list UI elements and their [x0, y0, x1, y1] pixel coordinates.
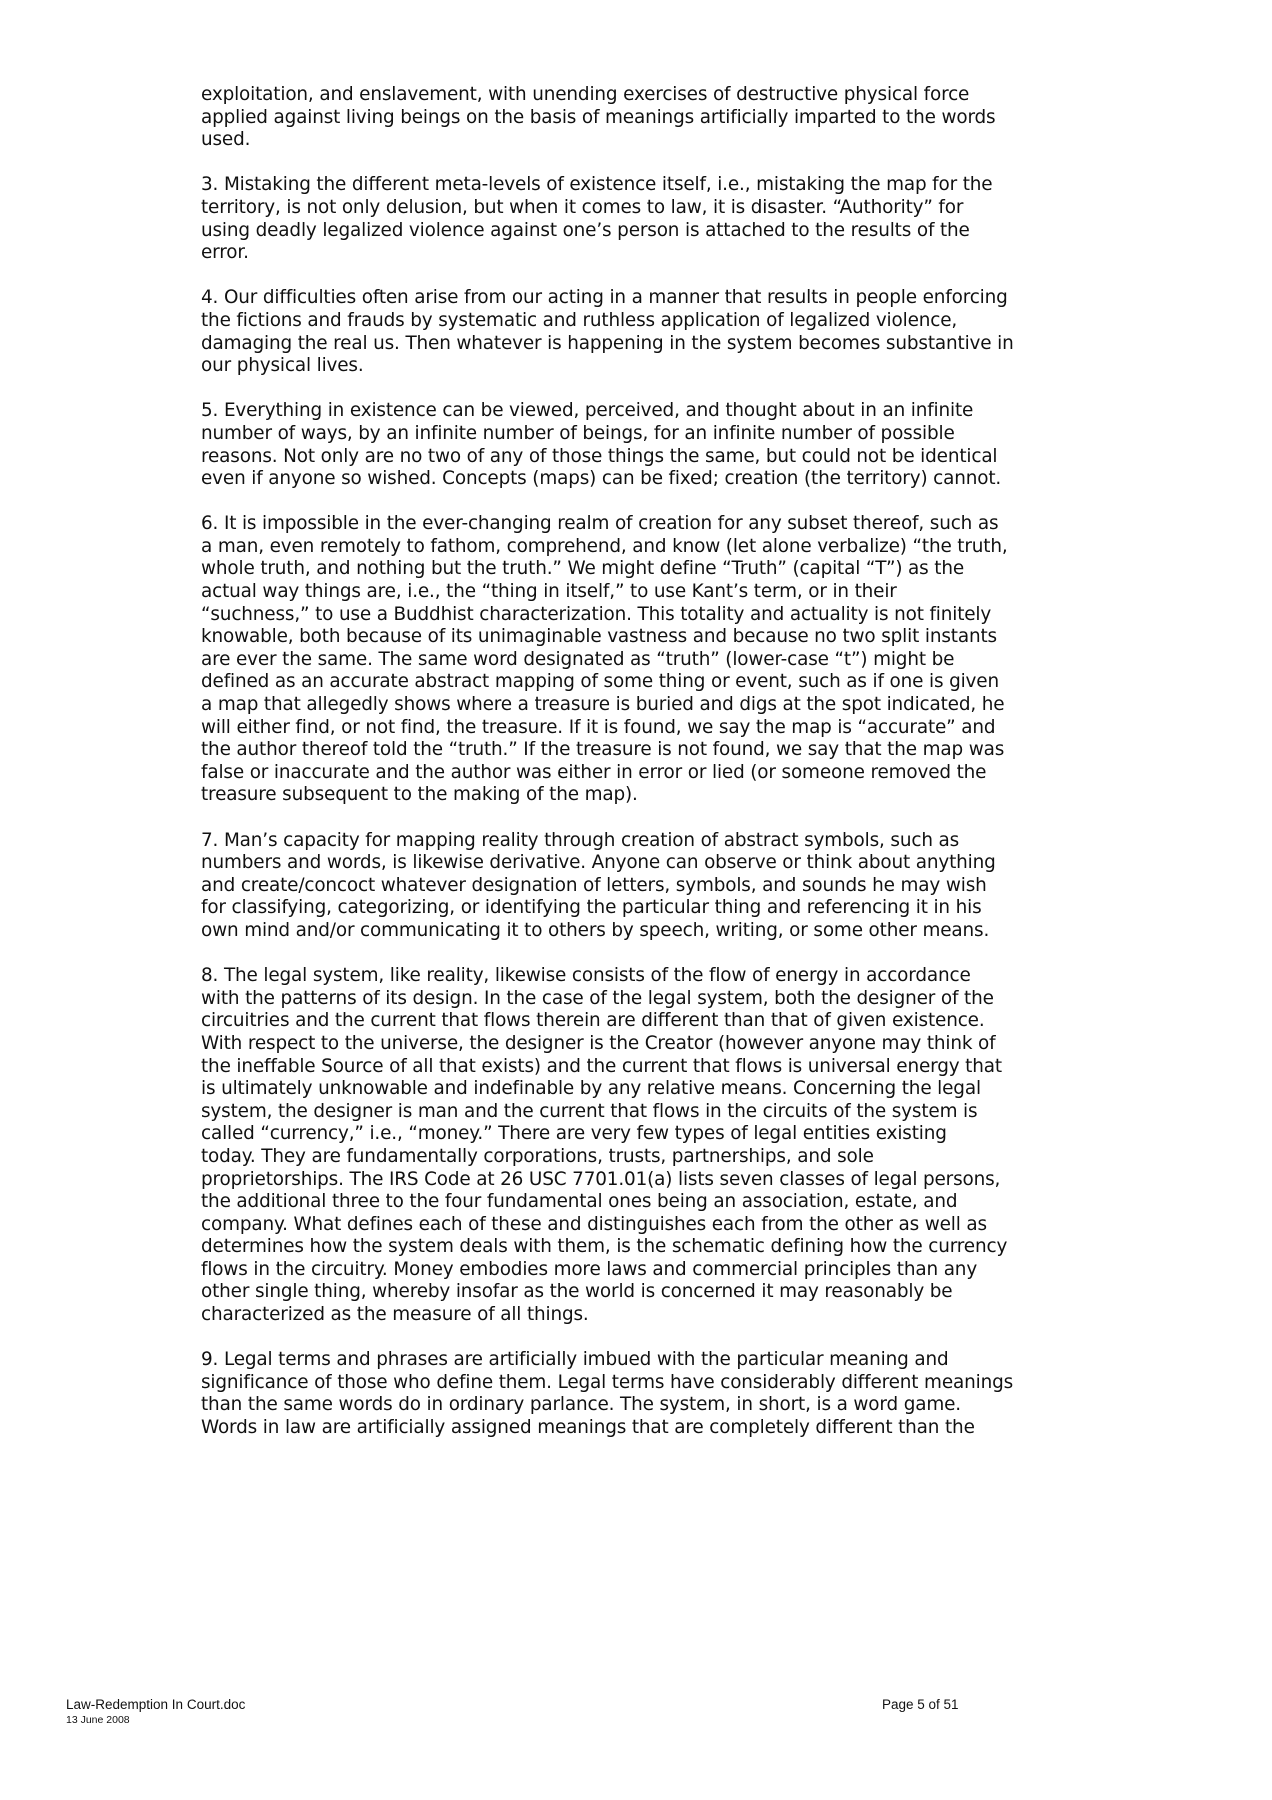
paragraph [201, 513, 1081, 807]
text-line: with the patterns of its design. In the case of the legal system, both the designer of the [201, 987, 994, 1009]
text-line: applied against living beings on the basis of meanings artificially imparted to the words [201, 106, 996, 128]
paragraph [201, 965, 1081, 1327]
text-line: numbers and words, is likewise derivative. Anyone can observe or think about anything [201, 852, 996, 874]
text-line: 8. The legal system, like reality, likewise consists of the flow of energy in accordance [201, 965, 971, 987]
text-line: even if anyone so wished. Concepts (maps) can be fixed; creation (the territory) cannot. [201, 468, 1002, 490]
paragraph [201, 1349, 1081, 1439]
text-line: whole truth, and nothing but the truth.” We might define “Truth” (capital “T”) as the [201, 558, 965, 580]
text-line: flows in the circuitry. Money embodies more laws and commercial principles than any [201, 1258, 978, 1280]
text-line: 5. Everything in existence can be viewed, perceived, and thought about in an infinite [201, 400, 974, 422]
footer-page-number: Page 5 of 51 [882, 1697, 959, 1712]
text-line: are ever the same. The same word designated as “truth” (lower-case “t”) might be [201, 648, 955, 670]
text-line: damaging the real us. Then whatever is happening in the system becomes substantive in [201, 332, 1014, 354]
text-line: the author thereof told the “truth.” If the treasure is not found, we say that the map was [201, 739, 1005, 761]
text-line: own mind and/or communicating it to others by speech, writing, or some other means. [201, 919, 990, 941]
text-line: using deadly legalized violence against one’s person is attached to the results of the [201, 219, 970, 241]
text-line: and create/concoct whatever designation of letters, symbols, and sounds he may wish [201, 874, 987, 896]
text-line: significance of those who define them. Legal terms have considerably different meanings [201, 1371, 1014, 1393]
text-line: reasons. Not only are no two of any of those things the same, but could not be identical [201, 445, 998, 467]
paragraph [201, 830, 1081, 943]
text-line: false or inaccurate and the author was either in error or lied (or someone removed the [201, 761, 987, 783]
text-line: circuitries and the current that flows therein are different than that of given existence. [201, 1010, 985, 1032]
text-line: our physical lives. [201, 355, 364, 377]
text-line: error. [201, 242, 249, 264]
text-line: exploitation, and enslavement, with unending exercises of destructive physical force [201, 84, 970, 105]
text-line: the additional three to the four fundamental ones being an association, estate, and [201, 1191, 958, 1213]
text-line: called “currency,” i.e., “money.” There are very few types of legal entities existing [201, 1123, 947, 1145]
text-line: company. What defines each of these and distinguishes each from the other as well as [201, 1213, 987, 1235]
text-line: actual way things are, i.e., the “thing in itself,” to use Kant’s term, or in their [201, 581, 897, 603]
text-line: determines how the system deals with them, is the schematic defining how the currency [201, 1236, 1008, 1258]
text-line: territory, is not only delusion, but when it comes to law, it is disaster. “Authority” for [201, 196, 964, 218]
text-line: other single thing, whereby insofar as the world is concerned it may reasonably be [201, 1281, 953, 1303]
text-line: Words in law are artificially assigned meanings that are completely different than the [201, 1417, 975, 1439]
text-line: today. They are fundamentally corporations, trusts, partnerships, and sole [201, 1145, 874, 1167]
text-line: With respect to the universe, the designer is the Creator (however anyone may think of [201, 1032, 996, 1054]
text-line: 3. Mistaking the different meta-levels of existence itself, i.e., mistaking the map for the [201, 174, 993, 196]
text-line: than the same words do in ordinary parlance. The system, in short, is a word game. [201, 1394, 961, 1416]
text-line: defined as an accurate abstract mapping of some thing or event, such as if one is given [201, 671, 999, 693]
text-line: number of ways, by an infinite number of beings, for an infinite number of possible [201, 422, 955, 444]
document-body [201, 84, 1081, 1462]
text-line: system, the designer is man and the current that flows in the circuits of the system is [201, 1100, 978, 1122]
text-line: 9. Legal terms and phrases are artificially imbued with the particular meaning and [201, 1349, 949, 1371]
paragraph [201, 84, 1081, 152]
text-line: a man, even remotely to fathom, comprehend, and know (let alone verbalize) “the truth, [201, 535, 1008, 557]
text-line: proprietorships. The IRS Code at 26 USC 7701.01(a) lists seven classes of legal persons, [201, 1168, 1001, 1190]
text-line: 4. Our difficulties often arise from our acting in a manner that results in people enforcing [201, 287, 1008, 309]
text-line: the ineffable Source of all that exists) and the current that flows is universal energy that [201, 1055, 1002, 1077]
text-line: will either find, or not find, the treasure. If it is found, we say the map is “accurate” and [201, 716, 996, 738]
text-line: a map that allegedly shows where a treasure is buried and digs at the spot indicated, he [201, 694, 1005, 716]
text-line: knowable, both because of its unimaginable vastness and because no two split instants [201, 626, 997, 648]
text-line: treasure subsequent to the making of the map). [201, 784, 638, 806]
text-line: “suchness,” to use a Buddhist characterization. This totality and actuality is not finitely [201, 603, 992, 625]
text-line: used. [201, 129, 251, 151]
footer-date: 13 June 2008 [66, 1714, 130, 1726]
text-line: characterized as the measure of all things. [201, 1304, 589, 1326]
footer-filename: Law-Redemption In Court.doc [66, 1697, 246, 1712]
text-line: 7. Man’s capacity for mapping reality through creation of abstract symbols, such as [201, 829, 960, 851]
paragraph [201, 287, 1081, 377]
paragraph [201, 174, 1081, 264]
text-line: 6. It is impossible in the ever-changing realm of creation for any subset thereof, such as [201, 513, 999, 535]
text-line: the fictions and frauds by systematic and ruthless application of legalized violence, [201, 309, 958, 331]
text-line: is ultimately unknowable and indefinable by any relative means. Concerning the legal [201, 1078, 981, 1100]
paragraph [201, 400, 1081, 490]
text-line: for classifying, categorizing, or identifying the particular thing and referencing it in his [201, 897, 982, 919]
